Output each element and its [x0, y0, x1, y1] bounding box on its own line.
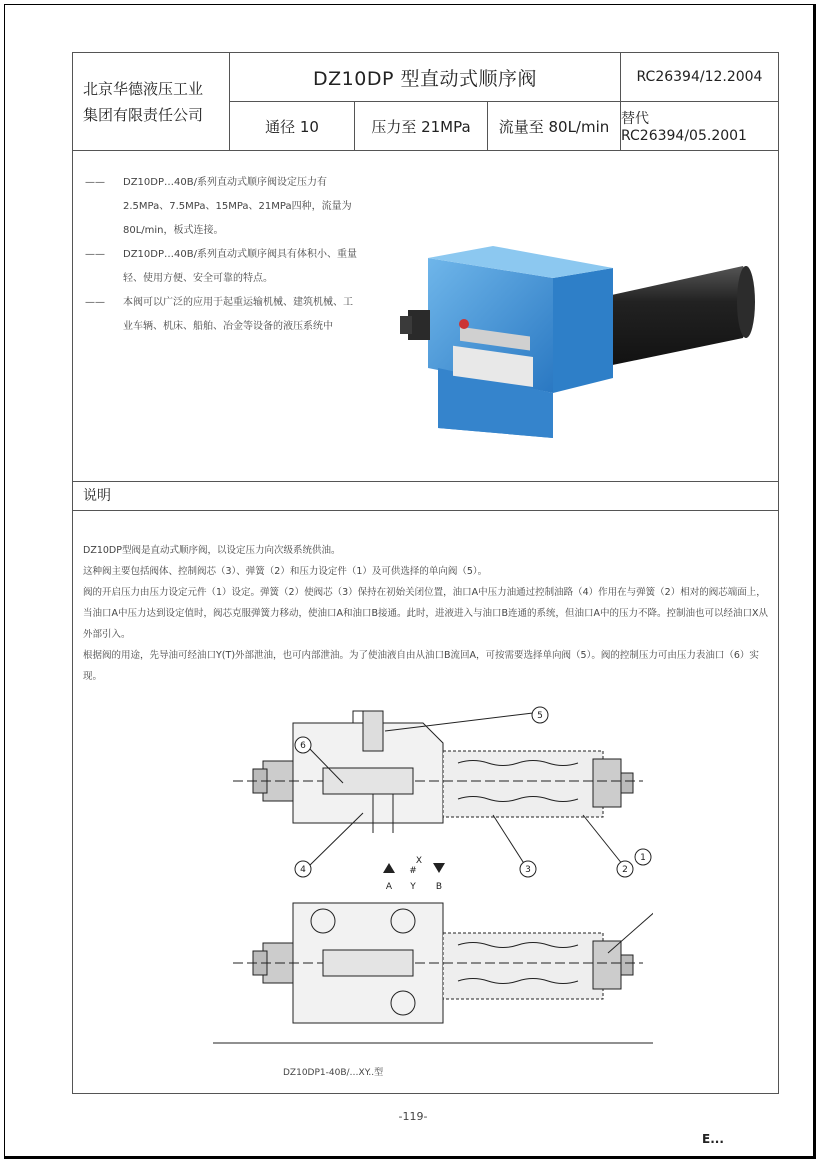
description-paragraph: 根据阀的用途，先导油可经油口Y(T)外部泄油，也可内部泄油。为了使油液自由从油口B流回A，可按需要选择单向阀（5）。阀的控制压力可由压力表油口（6）实现。 — [83, 650, 759, 682]
spec-pressure: 压力至 21MPa — [355, 102, 488, 151]
corner-mark: E... — [702, 1132, 724, 1146]
callout-5: 5 — [537, 711, 543, 721]
description — [83, 540, 773, 687]
intro-list — [85, 171, 360, 339]
description-paragraph: DZ10DP型阀是直动式顺序阀，以设定压力向次级系统供油。 — [83, 545, 341, 556]
intro-item: —— DZ10DP…40B/系列直动式顺序阀设定压力有2.5MPa、7.5MPa、15MPa、21MPa四种，流量为80L/min，板式连接。 — [85, 177, 352, 236]
cross-section-diagram — [213, 703, 653, 1053]
port-y-symbol: # — [409, 866, 417, 876]
page-number: -119- — [398, 1110, 428, 1123]
company-line-2: 集团有限责任公司 — [83, 105, 204, 124]
port-a-label: A — [385, 882, 393, 892]
section-title: 说明 — [73, 481, 778, 511]
intro-item: —— DZ10DP…40B/系列直动式顺序阀具有体积小、重量轻、使用方便、安全可靠的特点。 — [85, 249, 357, 284]
product-title: DZ10DP 型直动式顺序阀 — [230, 53, 621, 102]
port-y-label: Y — [410, 882, 416, 892]
description-paragraph: 这种阀主要包括阀体、控制阀芯（3）、弹簧（2）和压力设定件（1）及可供选择的单向阀（5）。 — [83, 566, 488, 577]
callout-4: 4 — [300, 865, 306, 875]
spec-replaces: 替代 RC26394/05.2001 — [621, 102, 778, 151]
callout-6: 6 — [300, 741, 306, 751]
intro-item: —— 本阀可以广泛的应用于起重运输机械、建筑机械、工业车辆、机床、船舶、冶金等设备的液压系统中 — [85, 297, 353, 332]
port-b-label: B — [435, 882, 443, 892]
company-name — [73, 53, 230, 151]
callout-3: 3 — [525, 865, 531, 875]
description-paragraph: 阀的开启压力由压力设定元件（1）设定。弹簧（2）使阀芯（3）保持在初始关闭位置，油口A中压力油通过控制油路（4）作用在与弹簧（2）相对的阀芯端面上，当油口A中压力达到设定值时，阀芯克服弹簧力移动，使油口A和油口B接通。此时，进液进入与油口B连通的系统，但油口A中的压力不降。控制油也可以经油口X从外部引入。 — [83, 587, 769, 640]
callout-1: 1 — [640, 853, 646, 863]
port-x-label: X — [415, 856, 423, 866]
document-code: RC26394/12.2004 — [621, 53, 778, 102]
callout-2: 2 — [622, 865, 628, 875]
spec-flow: 流量至 80L/min — [488, 102, 621, 151]
diagram-caption: DZ10DP1-40B/…XY..型 — [283, 1068, 384, 1078]
catalog-sheet — [72, 52, 779, 1094]
valve-photo — [398, 238, 758, 438]
spec-diameter: 通径 10 — [230, 102, 355, 151]
company-line-1: 北京华德液压工业 — [83, 79, 204, 98]
